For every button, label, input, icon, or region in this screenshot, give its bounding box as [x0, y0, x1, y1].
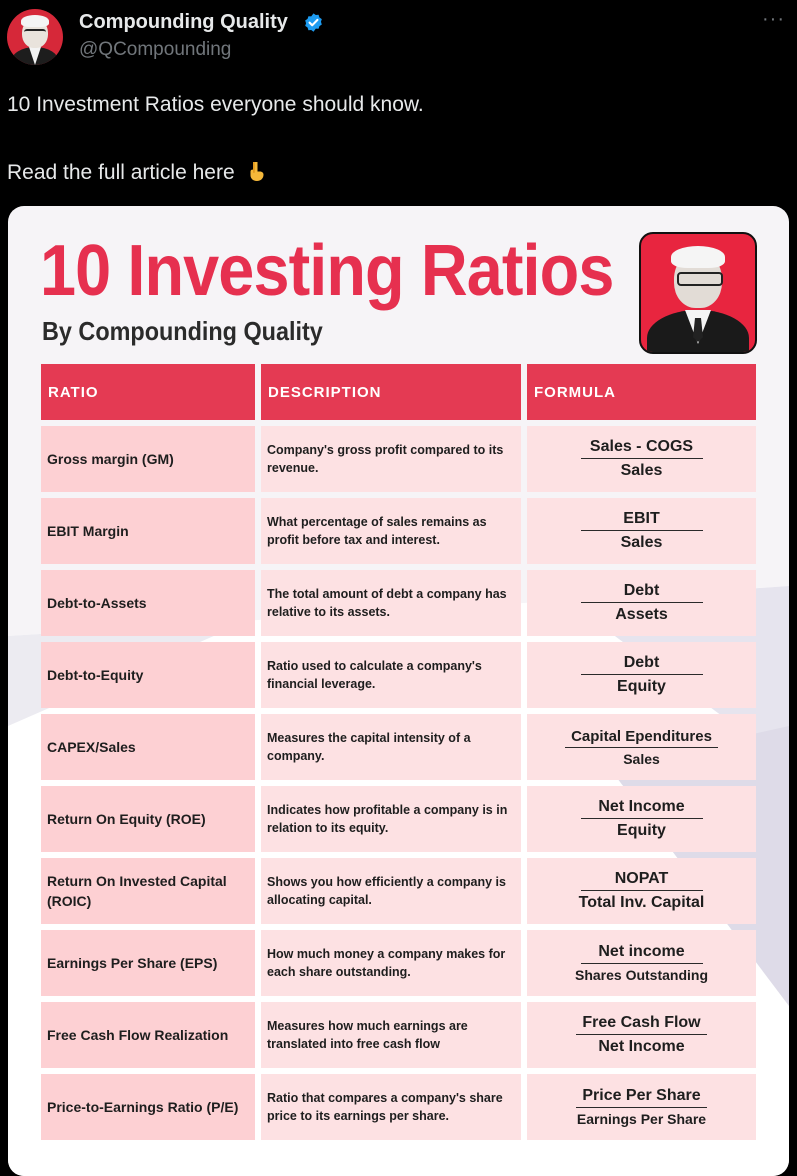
formula-denominator: Equity — [617, 678, 666, 695]
ratio-description: Company's gross profit compared to its revenue. — [261, 426, 521, 492]
ratio-description: The total amount of debt a company has relative to its assets. — [261, 570, 521, 636]
ratio-name: CAPEX/Sales — [41, 714, 255, 780]
ratio-formula — [527, 642, 756, 708]
ratio-name: Return On Invested Capital (ROIC) — [41, 858, 255, 924]
formula-numerator: Net income — [581, 943, 703, 964]
ratio-name: Debt-to-Assets — [41, 570, 255, 636]
table-row — [8, 1002, 789, 1068]
formula-denominator: Shares Outstanding — [574, 967, 709, 983]
formula-numerator: Sales - COGS — [581, 438, 703, 459]
ratio-formula — [527, 570, 756, 636]
ratio-description: Measures how much earnings are translated into free cash flow — [261, 1002, 521, 1068]
ratio-description: Ratio used to calculate a company's financial leverage. — [261, 642, 521, 708]
display-name[interactable]: Compounding Quality — [79, 11, 288, 33]
table-row — [8, 858, 789, 924]
ratio-formula — [527, 1002, 756, 1068]
table-row — [8, 498, 789, 564]
header-formula: FORMULA — [527, 364, 756, 420]
tweet-text-article: Read the full article here — [7, 161, 235, 184]
ratio-description: Measures the capital intensity of a company. — [261, 714, 521, 780]
tweet-header — [0, 0, 797, 80]
table-row — [8, 714, 789, 780]
formula-denominator: Equity — [617, 822, 666, 839]
ratio-name: Earnings Per Share (EPS) — [41, 930, 255, 996]
ratio-name: EBIT Margin — [41, 498, 255, 564]
infographic-title: 10 Investing Ratios — [40, 231, 614, 311]
ratio-formula — [527, 858, 756, 924]
formula-numerator: Free Cash Flow — [576, 1014, 706, 1035]
formula-denominator: Sales — [623, 750, 660, 767]
ratio-description: How much money a company makes for each share outstanding. — [261, 930, 521, 996]
formula-denominator: Earnings Per Share — [576, 1111, 707, 1127]
ratio-formula — [527, 786, 756, 852]
verified-badge-icon — [303, 12, 324, 33]
formula-denominator: Sales — [620, 534, 663, 551]
ratio-name: Free Cash Flow Realization — [41, 1002, 255, 1068]
ratio-formula — [527, 426, 756, 492]
tweet-text-line-2 — [7, 159, 268, 185]
formula-numerator: Capital Ependitures — [565, 728, 718, 748]
formula-numerator: Price Per Share — [576, 1087, 706, 1108]
table-row — [8, 426, 789, 492]
ratio-description: Shows you how efficiently a company is allocating capital. — [261, 858, 521, 924]
formula-numerator: Debt — [581, 582, 703, 603]
table-row — [8, 930, 789, 996]
formula-numerator: NOPAT — [581, 870, 703, 891]
pointing-down-icon — [244, 159, 268, 183]
ratio-name: Price-to-Earnings Ratio (P/E) — [41, 1074, 255, 1140]
ratio-name: Gross margin (GM) — [41, 426, 255, 492]
formula-numerator: Debt — [581, 654, 703, 675]
formula-denominator: Sales — [620, 462, 663, 479]
portrait-image — [639, 232, 757, 354]
header-ratio: RATIO — [41, 364, 255, 420]
formula-denominator: Net Income — [598, 1038, 685, 1055]
ratio-formula — [527, 714, 756, 780]
table-row — [8, 642, 789, 708]
infographic-card[interactable] — [8, 206, 789, 1176]
formula-numerator: Net Income — [581, 798, 703, 819]
ratio-name: Debt-to-Equity — [41, 642, 255, 708]
header-description: DESCRIPTION — [261, 364, 521, 420]
formula-numerator: EBIT — [581, 510, 703, 531]
ratio-description: Ratio that compares a company's share price to its earnings per share. — [261, 1074, 521, 1140]
ratio-formula — [527, 1074, 756, 1140]
ratio-description: What percentage of sales remains as profit before tax and interest. — [261, 498, 521, 564]
tweet-text-line-1: 10 Investment Ratios everyone should know. — [7, 93, 424, 116]
table-row — [8, 570, 789, 636]
avatar[interactable] — [7, 9, 63, 65]
table-row — [8, 786, 789, 852]
user-handle[interactable]: @QCompounding — [79, 39, 232, 60]
formula-denominator: Total Inv. Capital — [578, 894, 705, 911]
ratio-formula — [527, 498, 756, 564]
ratio-formula — [527, 930, 756, 996]
infographic-subtitle: By Compounding Quality — [42, 316, 323, 346]
ratio-description: Indicates how profitable a company is in relation to its equity. — [261, 786, 521, 852]
more-options-icon[interactable]: ··· — [762, 8, 785, 30]
ratio-name: Return On Equity (ROE) — [41, 786, 255, 852]
formula-denominator: Assets — [615, 606, 668, 623]
table-row — [8, 1074, 789, 1140]
